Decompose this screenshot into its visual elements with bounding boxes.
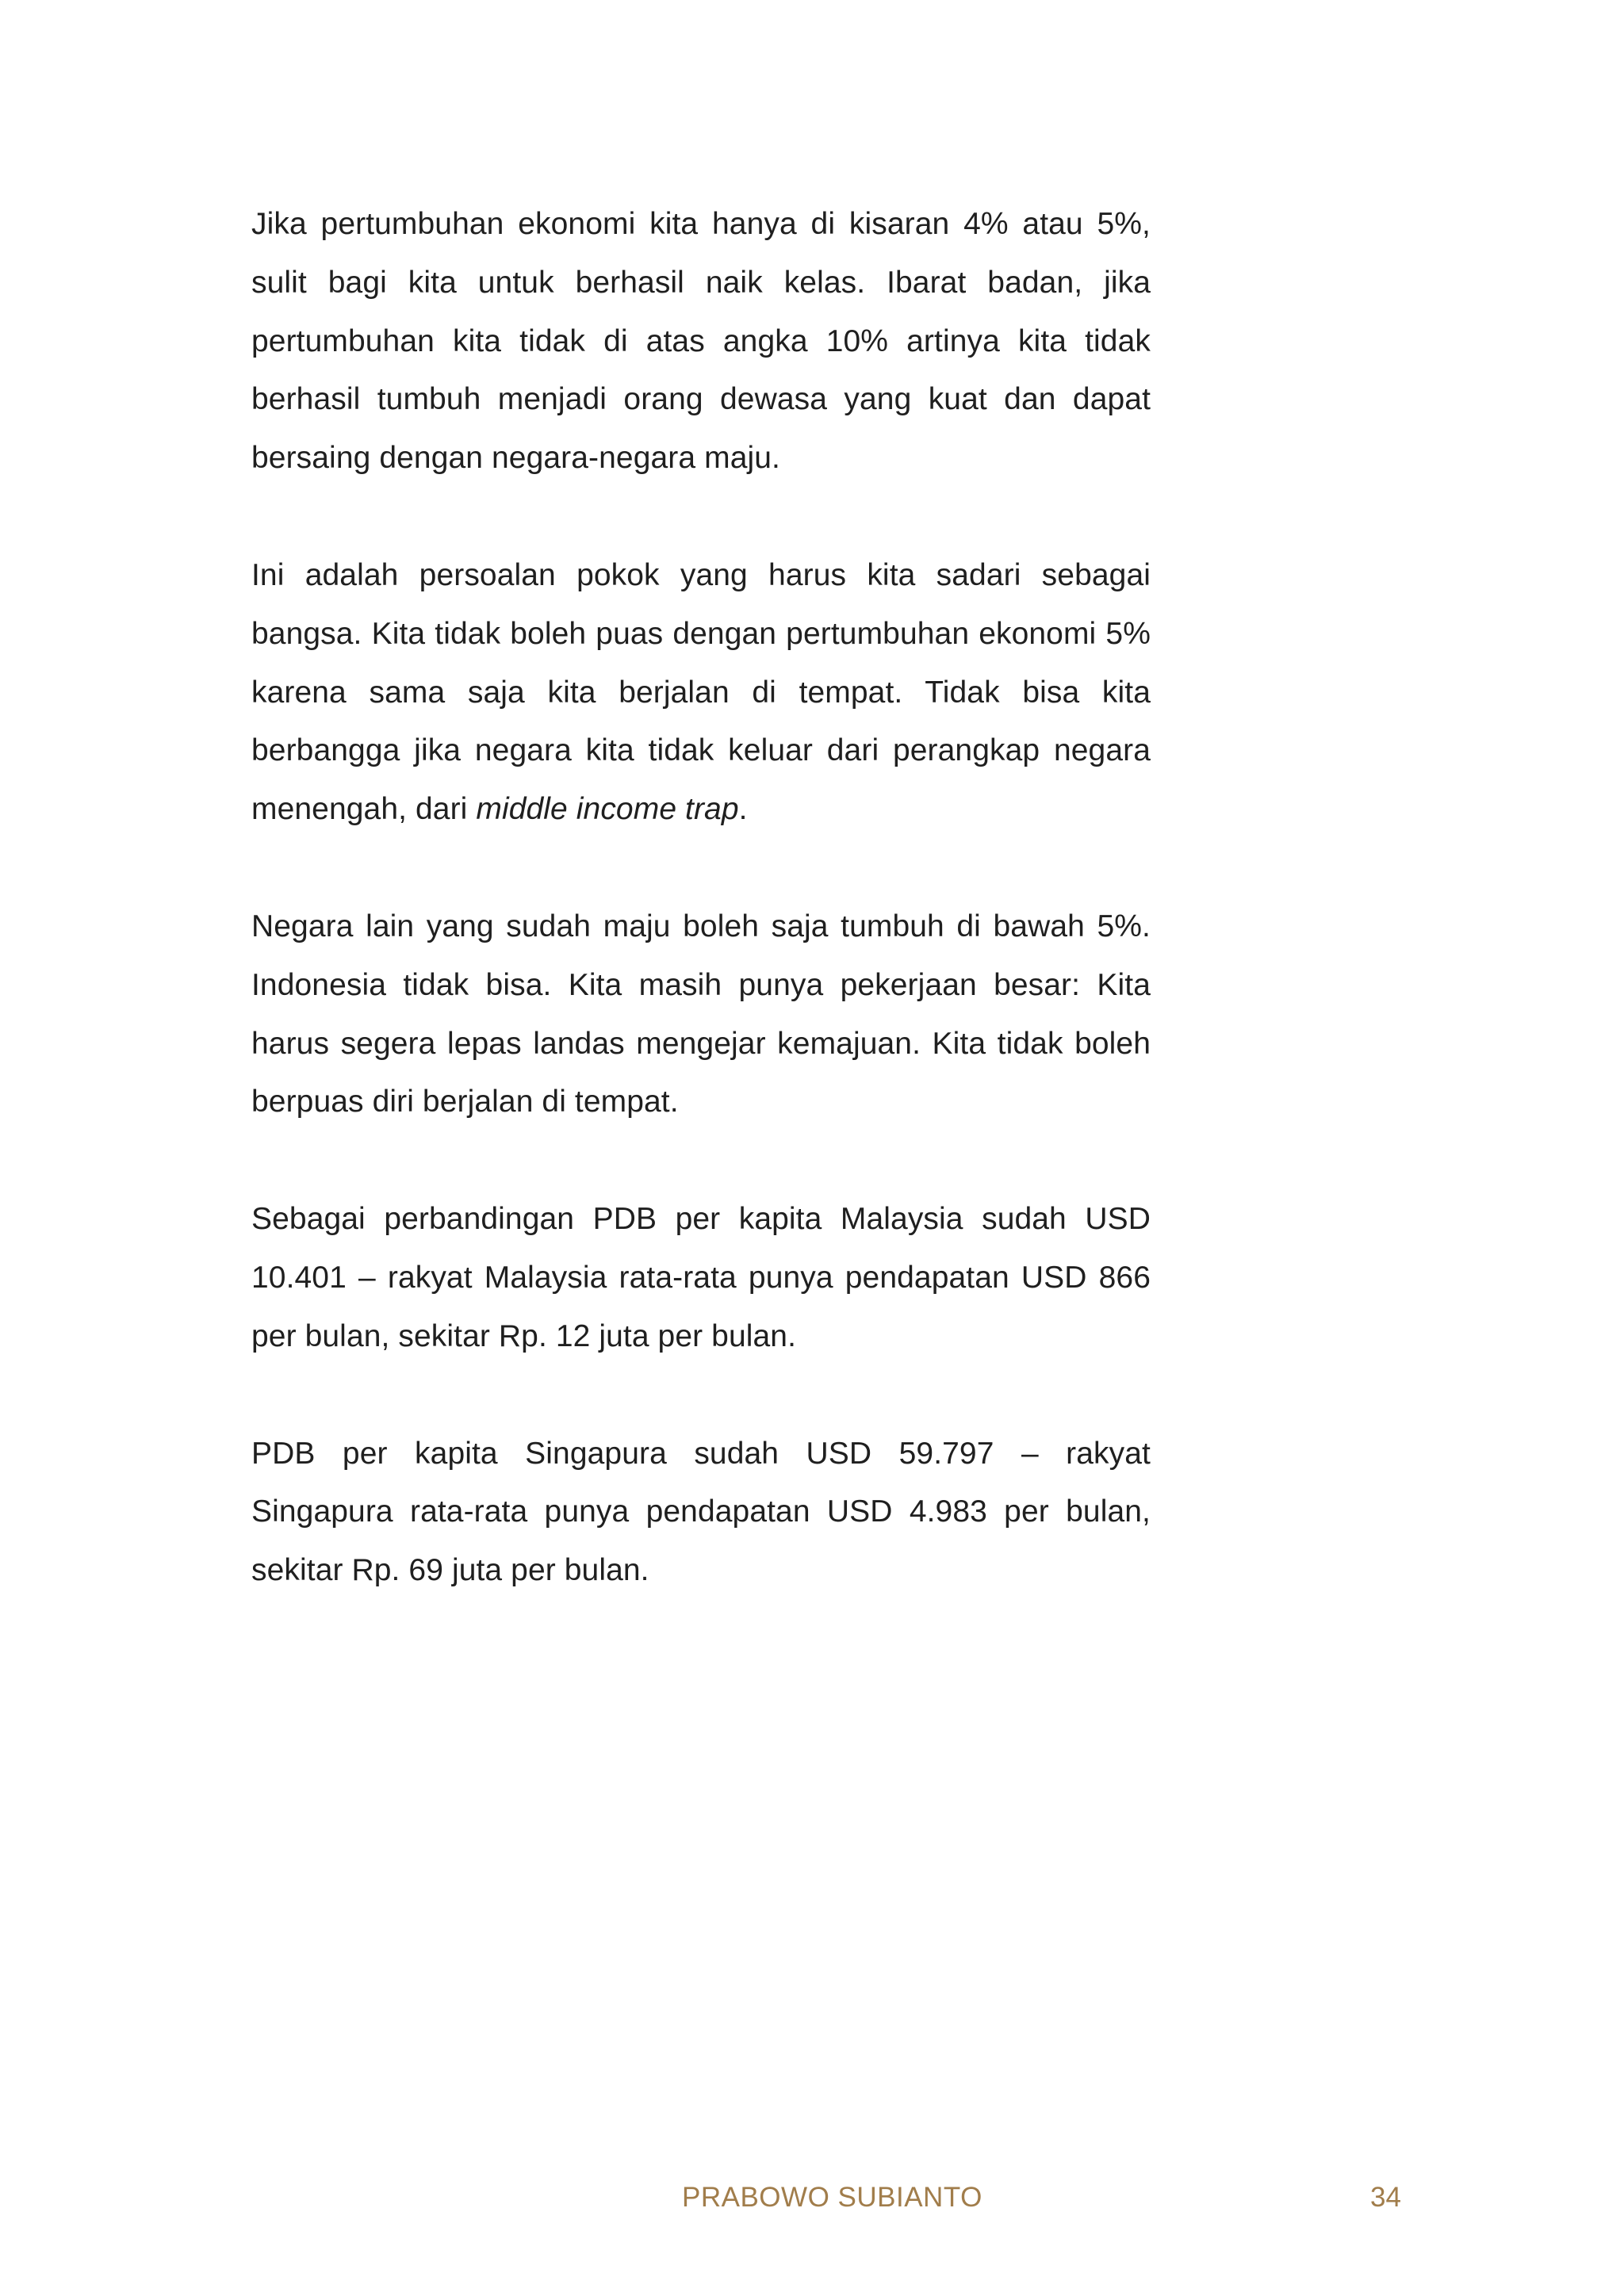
paragraph-2 bbox=[251, 546, 1151, 839]
paragraph-2-text: Ini adalah persoalan pokok yang harus kita sadari sebagai bangsa. Kita tidak boleh puas dengan pertumbuhan ekonomi 5% karena sama saja kita berjalan di tempat. Tidak bisa kita berbangga jika negara kita tidak keluar dari perangkap negara menengah, dari bbox=[251, 557, 1151, 827]
paragraph-4: Sebagai perbandingan PDB per kapita Malaysia sudah USD 10.401 – rakyat Malaysia rata-rata punya pendapatan USD 866 per bulan, sekitar Rp. 12 juta per bulan. bbox=[251, 1202, 1151, 1353]
paragraph-5: PDB per kapita Singapura sudah USD 59.797 – rakyat Singapura rata-rata punya pendapatan USD 4.983 per bulan, sekitar Rp. 69 juta per bulan. bbox=[251, 1436, 1151, 1588]
paragraph-1: Jika pertumbuhan ekonomi kita hanya di kisaran 4% atau 5%, sulit bagi kita untuk berhasil naik kelas. Ibarat badan, jika pertumbuhan kita tidak di atas angka 10% artinya kita tidak berhasil tumbuh menjadi orang dewasa yang kuat dan dapat bersaing dengan negara-negara maju. bbox=[251, 207, 1151, 476]
paragraph-3: Negara lain yang sudah maju boleh saja tumbuh di bawah 5%. Indonesia tidak bisa. Kita masih punya pekerjaan besar: Kita harus segera lepas landas mengejar kemajuan. Kita tidak boleh berpuas diri berjalan di tempat. bbox=[251, 909, 1151, 1119]
footer-author: PRABOWO SUBIANTO bbox=[682, 2182, 982, 2213]
paragraph-2-emphasis: middle income trap bbox=[476, 792, 739, 827]
body-text bbox=[251, 195, 1151, 1659]
page-number: 34 bbox=[1370, 2182, 1401, 2213]
paragraph-2-after: . bbox=[738, 792, 748, 827]
